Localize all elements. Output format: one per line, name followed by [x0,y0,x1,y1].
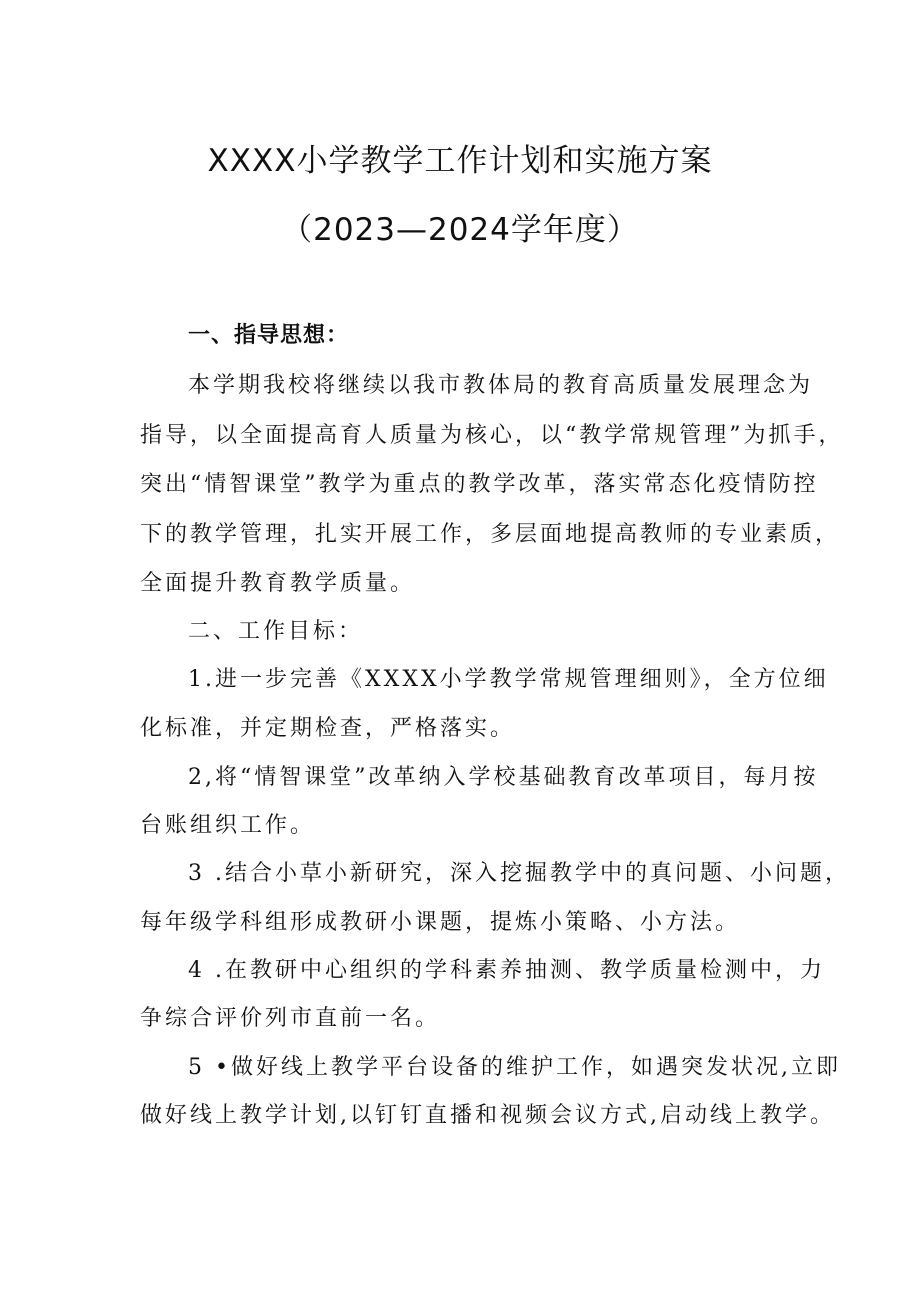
goal-line: 5 •做好线上教学平台设备的维护工作，如遇突发状况,立即 [188,1055,841,1080]
goal-line: 4 .在教研中心组织的学科素养抽测、教学质量检测中，力 [188,958,825,983]
goal-line: 每年级学科组形成教研小课题，提炼小策略、小方法。 [140,910,741,935]
goal-line: 1.进一步完善《XXXX小学教学常规管理细则》，全方位细 [188,667,829,692]
goal-line: 做好线上教学计划,以钉钉直播和视频会议方式,启动线上教学。 [140,1103,835,1128]
document-title: XXXX小学教学工作计划和实施方案 [207,143,713,179]
paragraph-line: 突出“情智课堂”教学为重点的教学改革，落实常态化疫情防控 [140,472,819,497]
goal-line: 台账组织工作。 [140,813,316,838]
goal-line: 化标准，并定期检查，严格落实。 [140,716,516,741]
paragraph-line: 下的教学管理，扎实开展工作，多层面地提高教师的专业素质， [140,522,841,547]
goal-line: 3 .结合小草小新研究，深入挖掘教学中的真问题、小问题， [188,861,850,886]
paragraph-line: 本学期我校将继续以我市教体局的教育高质量发展理念为 [188,373,814,398]
section-heading-work-goals: 二、工作目标： [188,619,364,644]
goal-line: 2,将“情智课堂”改革纳入学校基础教育改革项目，每月按 [188,765,819,790]
paragraph-line: 全面提升教育教学质量。 [140,571,416,596]
goal-line: 争综合评价列市直前一名。 [140,1006,441,1031]
section-heading-guiding-thought: 一、指导思想： [188,323,350,348]
document-subtitle: （2023—2024学年度） [281,212,639,248]
paragraph-line: 指导，以全面提高育人质量为核心，以“教学常规管理”为抓手， [140,423,844,448]
